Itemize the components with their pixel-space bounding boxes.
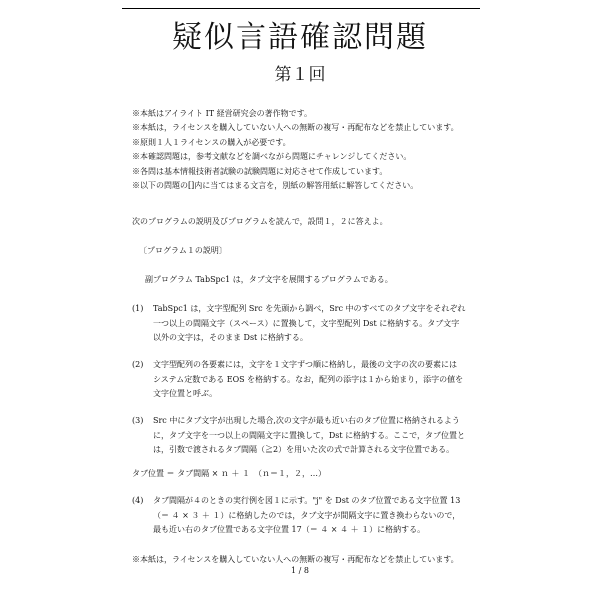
- item-number: (4): [132, 496, 144, 505]
- numbered-item-2: [132, 358, 572, 402]
- bottom-notice: ※本紙は，ライセンスを購入していない人への無断の複写・再配布などを禁止しています。: [132, 555, 459, 564]
- item-line: TabSpc1 は，文字型配列 Src を先頭から調べ，Src 中のすべてのタブ文字をそれぞれ: [153, 304, 466, 313]
- item-line: 最も近い右のタブ位置である文字位置 17（＝ ４ × ４ ＋ １）に格納する。: [153, 525, 426, 534]
- item-line: は，引数で渡されるタブ間隔（≧2）を用いた次の式で計算される文字位置である。: [153, 445, 455, 454]
- tab-position-formula: タブ位置 ＝ タブ間隔 × ｎ ＋ １ （ｎ＝１，２，…）: [132, 469, 326, 478]
- program-description: 副プログラム TabSpc1 は，タブ文字を展開するプログラムである。: [145, 275, 393, 284]
- notice-item: ※以下の問題の[]内に当てはまる文言を，別紙の解答用紙に解答してください。: [132, 181, 419, 191]
- item-line: 以外の文字は，そのまま Dst に格納する。: [153, 333, 308, 342]
- notice-list: [132, 107, 552, 193]
- numbered-item-4: [132, 494, 572, 538]
- item-line: 文字位置と呼ぶ。: [153, 389, 218, 398]
- item-number: (1): [132, 304, 144, 313]
- notice-item: ※各問は基本情報技術者試験の試験問題に対応させて作成しています。: [132, 166, 388, 176]
- item-line: 一つ以上の間隔文字（スペース）に置換して，文字型配列 Dst に格納する。タブ文字: [153, 318, 460, 328]
- item-line: に，タブ文字を一つ以上の間隔文字に置換して，Dst に格納する。ここで，タブ位置と: [153, 430, 465, 440]
- round-label: 第１回: [274, 65, 326, 85]
- numbered-item-3: [132, 414, 572, 458]
- item-number: (2): [132, 360, 144, 369]
- page-number: 1 / 8: [291, 566, 309, 575]
- item-number: (3): [132, 416, 144, 425]
- intro-text: 次のプログラムの説明及びプログラムを読んで，設問１，２に答えよ。: [132, 217, 388, 226]
- numbered-item-1: [132, 302, 572, 346]
- top-rule: [122, 8, 480, 9]
- notice-item: ※本確認問題は，参考文献などを調べながら問題にチャレンジしてください。: [132, 152, 412, 162]
- notice-item: ※本紙は，ライセンスを購入していない人への無断の複写・再配布などを禁止しています。: [132, 123, 459, 133]
- item-line: 文字型配列の各要素には，文字を１文字ずつ順に格納し，最後の文字の次の要素には: [153, 360, 457, 369]
- document-title: 疑似言語確認問題: [172, 20, 428, 55]
- item-line: システム定数である EOS を格納する。なお，配列の添字は１から始まり，添字の値を: [153, 374, 464, 384]
- notice-item: ※原則１人１ライセンスの購入が必要です。: [132, 137, 291, 147]
- item-line: タブ間隔が４のときの実行例を図１に示す。"j" を Dst のタブ位置である文字位置 13: [153, 496, 461, 505]
- item-line: Src 中にタブ文字が出現した場合,次の文字が最も近い右のタブ位置に格納されるよう: [153, 416, 460, 425]
- item-line: （＝ ４ × ３ ＋ １）に格納したのでは，タブ文字が間隔文字に置き換わらないので，: [153, 510, 461, 520]
- notice-item: ※本紙はアイライト IT 経営研究会の著作物です。: [132, 109, 312, 118]
- section-heading: 〔プログラム１の説明〕: [139, 246, 227, 255]
